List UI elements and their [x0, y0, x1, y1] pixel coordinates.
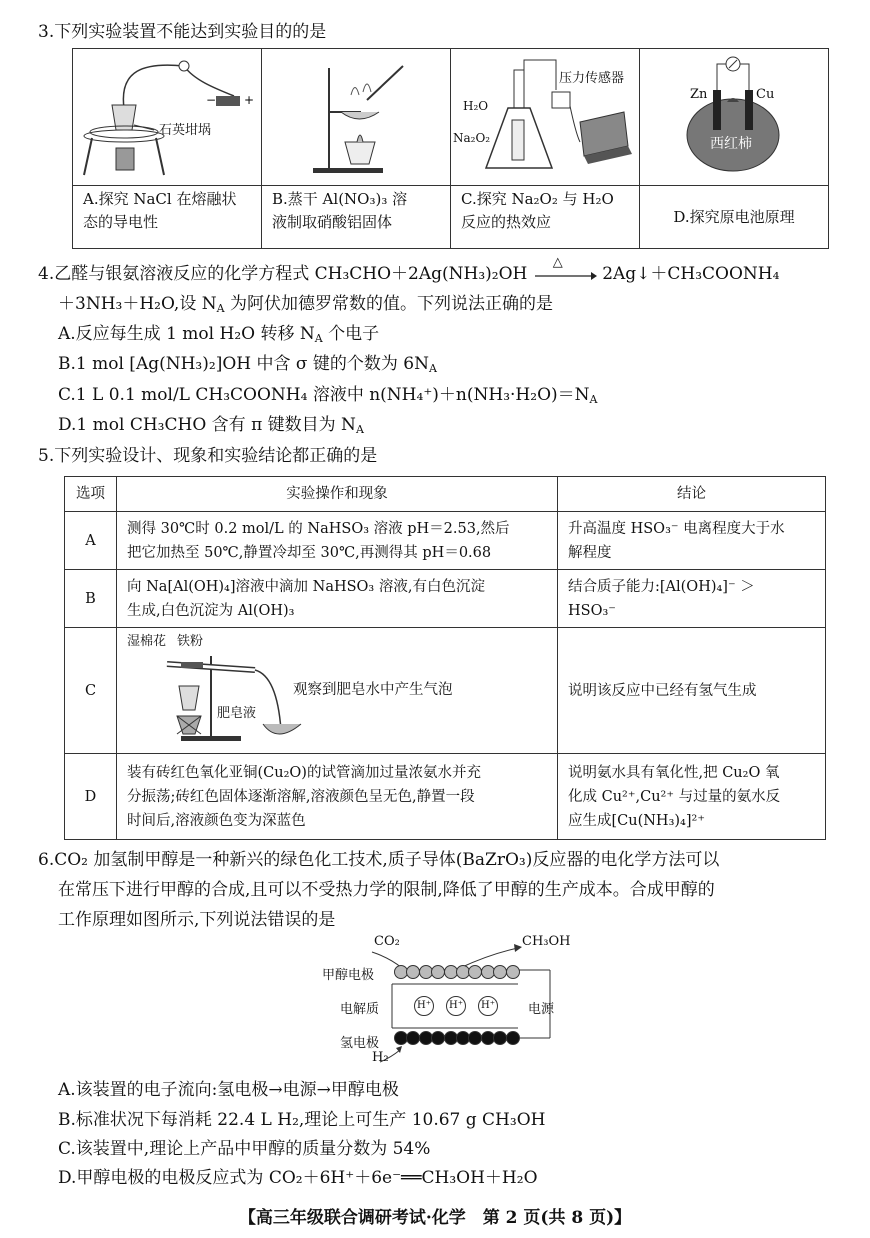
q4-option-b-sub: A: [429, 362, 437, 375]
q3-option-d: [640, 186, 829, 249]
q5-row-c-operation: [117, 628, 558, 754]
q4-option-d-text: D.1 mol CH₃CHO 含有 π 键数目为 N: [58, 415, 356, 435]
iron-powder-label: 铁粉: [177, 634, 204, 649]
h2-label: H₂: [372, 1050, 389, 1065]
q3-option-c-line1: C.探究 Na₂O₂ 与 H₂O: [461, 190, 614, 208]
zn-label: Zn: [690, 87, 708, 102]
power-source-label: 电源: [528, 1002, 555, 1017]
q4-option-c: [58, 383, 597, 412]
q3-option-b: [262, 186, 451, 249]
q5-row-c-conclusion: [558, 628, 826, 754]
q4-option-a-post: 个电子: [322, 324, 380, 344]
proton-1: H⁺: [414, 996, 434, 1016]
q5-row-d-c2: 化成 Cu²⁺,Cu²⁺ 与过量的氨水反: [568, 788, 781, 805]
wet-cotton-label: 湿棉花: [127, 634, 167, 649]
q4-stem-line2: [58, 292, 553, 321]
q6-option-c: C.该装置中,理论上产品中甲醇的质量分数为 54%: [58, 1139, 431, 1159]
svg-text:−: −: [206, 93, 217, 107]
q4-stem-line2-sub: A: [216, 302, 225, 315]
methanol-electrode-label: 甲醇电极: [322, 968, 375, 983]
q5-row-d-c1: 说明氨水具有氧化性,把 Cu₂O 氧: [568, 764, 780, 781]
q5-row-a-op1: 测得 30℃时 0.2 mol/L 的 NaHSO₃ 溶液 pH＝2.53,然后: [127, 520, 510, 537]
q5-row-a-operation: [117, 512, 558, 570]
q4-equation-left: 4.乙醛与银氨溶液反应的化学方程式 CH₃CHO＋2Ag(NH₃)₂OH: [38, 264, 528, 284]
soap-solution-label: 肥皂液: [217, 706, 257, 721]
q3-option-b-line2: 液制取硝酸铝固体: [272, 213, 393, 231]
q4-option-a-text: A.反应每生成 1 mol H₂O 转移 N: [58, 324, 315, 344]
q5-row-b-c1: 结合质子能力:[Al(OH)₄]⁻ ＞: [568, 578, 755, 595]
q3-apparatus-table: [72, 48, 829, 249]
q5-stem: 5.下列实验设计、现象和实验结论都正确的是: [38, 446, 378, 466]
q3-option-a-line2: 态的导电性: [83, 213, 159, 231]
q3-figure-d: [640, 49, 829, 186]
q4-equation-right: 2Ag↓＋CH₃COONH₄: [602, 264, 780, 284]
q5-row-a-c2: 解程度: [568, 544, 612, 561]
q5-header-option: 选项: [65, 477, 117, 512]
na2o2-label: Na₂O₂: [453, 131, 491, 145]
q4-stem-line1: [38, 255, 780, 286]
q4-option-b-text: B.1 mol [Ag(NH₃)₂]OH 中含 σ 键的个数为 6N: [58, 354, 430, 374]
tomato-label: 西红柿: [710, 136, 752, 152]
q6-option-b: B.标准状况下每消耗 22.4 L H₂,理论上可生产 10.67 g CH₃OH: [58, 1110, 546, 1130]
electrolyte-label: 电解质: [340, 1002, 380, 1017]
q6-stem-line1: 6.CO₂ 加氢制甲醇是一种新兴的绿色化工技术,质子导体(BaZrO₃)反应器的电化学方法可以: [38, 850, 720, 870]
q4-option-a: [58, 322, 379, 351]
q5-row-d-c3: 应生成[Cu(NH₃)₄]²⁺: [568, 812, 705, 829]
q5-header-conclusion: 结论: [558, 477, 826, 512]
q3-figure-a: [73, 49, 262, 186]
q5-row-b-c2: HSO₃⁻: [568, 602, 616, 619]
molten-nacl-apparatus-figure: [74, 50, 260, 180]
q3-figure-b: [262, 49, 451, 186]
proton-3: H⁺: [478, 996, 498, 1016]
co2-label: CO₂: [374, 934, 400, 949]
q6-option-d: D.甲醇电极的电极反应式为 CO₂＋6H⁺＋6e⁻══CH₃OH＋H₂O: [58, 1168, 538, 1188]
ch3oh-label: CH₃OH: [522, 934, 571, 949]
proton-2: H⁺: [446, 996, 466, 1016]
q5-row-d-operation: [117, 754, 558, 840]
q4-stem-line2-post: 为阿伏加德罗常数的值。下列说法正确的是: [224, 294, 553, 314]
pressure-sensor-label: 压力传感器: [559, 71, 625, 86]
q5-row-b-label: B: [65, 570, 117, 628]
q3-option-a-line1: A.探究 NaCl 在熔融状: [83, 190, 237, 208]
q3-figure-c: [451, 49, 640, 186]
q5-row-c-observation: 观察到肥皂水中产生气泡: [293, 682, 453, 698]
q3-stem: 3.下列实验装置不能达到实验目的的是: [38, 22, 327, 42]
page-footer: 【高三年级联合调研考试·化学 第 2 页(共 8 页)】: [238, 1208, 632, 1228]
q5-row-a-conclusion: [558, 512, 826, 570]
h2o-label: H₂O: [463, 99, 489, 113]
q3-option-c: [451, 186, 640, 249]
q3-option-a: [73, 186, 262, 249]
reaction-arrow: [533, 255, 597, 279]
q5-row-a-op2: 把它加热至 50℃,静置冷却至 30℃,再测得其 pH＝0.68: [127, 544, 492, 561]
electrode-particle: [506, 1031, 520, 1045]
cu-label: Cu: [756, 87, 775, 102]
q5-row-d-conclusion: [558, 754, 826, 840]
q5-row-c-c1: 说明该反应中已经有氢气生成: [568, 682, 757, 699]
q6-stem-line3: 工作原理如图所示,下列说法错误的是: [58, 910, 336, 930]
q5-table: [64, 476, 826, 840]
evaporation-dish-figure: [263, 50, 449, 180]
q6-stem-line2: 在常压下进行甲醇的合成,且可以不受热力学的限制,降低了甲醇的生产成本。合成甲醇的: [58, 880, 715, 900]
heat-symbol: △: [552, 255, 563, 270]
q4-stem-line2-text: ＋3NH₃＋H₂O,设 N: [58, 294, 217, 314]
hydrogen-electrode-label: 氢电极: [340, 1036, 380, 1051]
q5-row-b-op1: 向 Na[Al(OH)₄]溶液中滴加 NaHSO₃ 溶液,有白色沉淀: [127, 578, 485, 595]
svg-text:+: +: [244, 93, 255, 107]
q5-row-d-op3: 时间后,溶液颜色变为深蓝色: [127, 812, 306, 829]
q4-option-c-sub: A: [589, 393, 598, 406]
q5-header-operation: 实验操作和现象: [117, 477, 558, 512]
q5-row-b-conclusion: [558, 570, 826, 628]
quartz-crucible-label: 石英坩埚: [159, 123, 212, 138]
q5-row-a-label: A: [65, 512, 117, 570]
q5-row-a-c1: 升高温度 HSO₃⁻ 电离程度大于水: [568, 520, 785, 537]
q5-row-b-op2: 生成,白色沉淀为 Al(OH)₃: [127, 602, 295, 619]
q4-option-d: [58, 413, 364, 442]
q3-option-d-line1: D.探究原电池原理: [673, 207, 795, 226]
q3-option-b-line1: B.蒸干 Al(NO₃)₃ 溶: [272, 190, 408, 208]
q4-option-d-sub: A: [355, 423, 364, 436]
q5-row-d-op1: 装有砖红色氧化亚铜(Cu₂O)的试管滴加过量浓氨水并充: [127, 764, 481, 781]
q4-option-a-sub: A: [314, 332, 323, 345]
electrolysis-cell-figure: [310, 934, 580, 1070]
tomato-battery-figure: [641, 50, 827, 180]
q4-option-b: [58, 352, 437, 381]
q5-row-c-label: C: [65, 628, 117, 754]
q5-row-d-label: D: [65, 754, 117, 840]
catalyst-particle: [506, 965, 520, 979]
q5-row-d-op2: 分振荡;砖红色固体逐渐溶解,溶液颜色呈无色,静置一段: [127, 788, 475, 805]
q5-row-b-operation: [117, 570, 558, 628]
q4-option-c-text: C.1 L 0.1 mol/L CH₃COONH₄ 溶液中 n(NH₄⁺)＋n(NH₃·H₂O)＝N: [58, 385, 590, 405]
q3-option-c-line2: 反应的热效应: [461, 213, 552, 231]
q6-option-a: A.该装置的电子流向:氢电极→电源→甲醇电极: [58, 1080, 399, 1100]
